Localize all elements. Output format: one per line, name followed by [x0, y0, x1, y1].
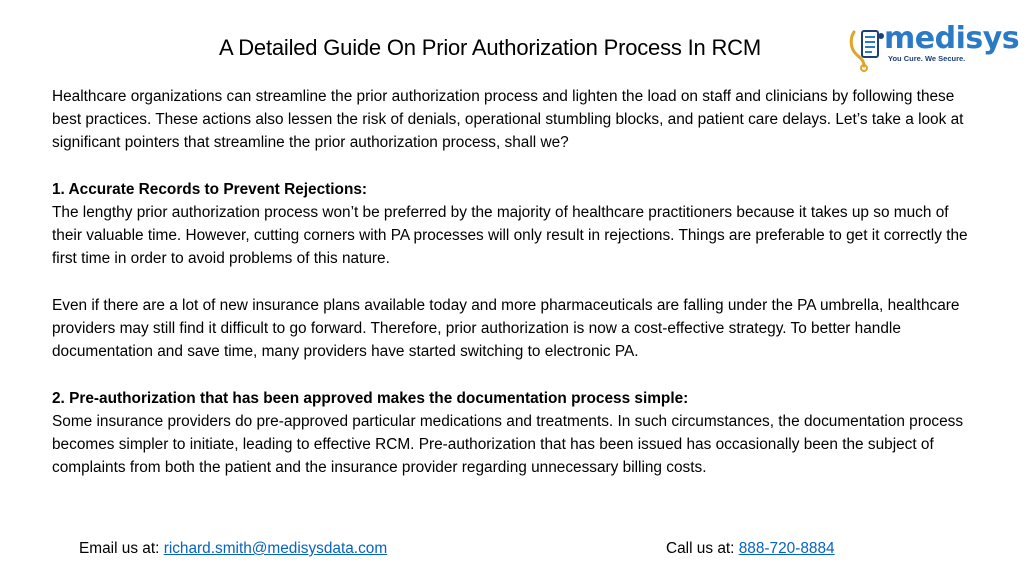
logo-tagline: You Cure. We Secure.: [888, 54, 966, 63]
section-1-body: The lengthy prior authorization process won’t be preferred by the majority of healthcare practitioners because it takes up so much of their valuable time. However, cutting corners with PA processes will only result in rejections. Things are preferable to get it correctly the first time in order to avoid problems of this nature.: [52, 204, 968, 268]
section-1-extra-paragraph: Even if there are a lot of new insurance plans available today and more pharmaceuticals are falling under the PA umbrella, healthcare providers may still find it difficult to go forward. Therefore, prior authorization is now a cost-effective strategy. To better handle documentation and save time, many providers have started switching to electronic PA.: [52, 296, 960, 361]
email-label: Email us at:: [79, 540, 164, 557]
article-body: [52, 85, 982, 479]
page-title: A Detailed Guide On Prior Authorization Process In RCM: [219, 35, 761, 60]
email-link[interactable]: richard.smith@medisysdata.com: [163, 540, 388, 557]
section-2: [52, 387, 982, 480]
phone-link[interactable]: 888-720-8884: [738, 540, 835, 557]
section-1-heading: 1. Accurate Records to Prevent Rejections:: [52, 180, 368, 198]
call-label: Call us at:: [666, 540, 739, 557]
section-2-heading: 2. Pre-authorization that has been approved makes the documentation process simple:: [52, 389, 689, 407]
medisys-logo[interactable]: [848, 21, 1020, 74]
stethoscope-document-icon: [848, 28, 888, 72]
email-contact: [79, 538, 387, 560]
section-1: [52, 178, 982, 271]
logo-wordmark: medisys: [884, 21, 1020, 56]
section-2-body: Some insurance providers do pre-approved particular medications and treatments. In such circumstances, the documentation process becomes simpler to initiate, leading to effective RCM. Pre-authorization that has been issued has occasionally been the subject of complaints from both the patient and the insurance provider regarding unnecessary billing costs.: [52, 412, 964, 477]
phone-contact: [666, 538, 835, 560]
intro-paragraph: Healthcare organizations can streamline the prior authorization process and lighten the load on staff and clinicians by following these best practices. These actions also lessen the risk of denials, operational stumbling blocks, and patient care delays. Let’s take a look at significant pointers that streamline the prior authorization process, shall we?: [52, 88, 964, 152]
